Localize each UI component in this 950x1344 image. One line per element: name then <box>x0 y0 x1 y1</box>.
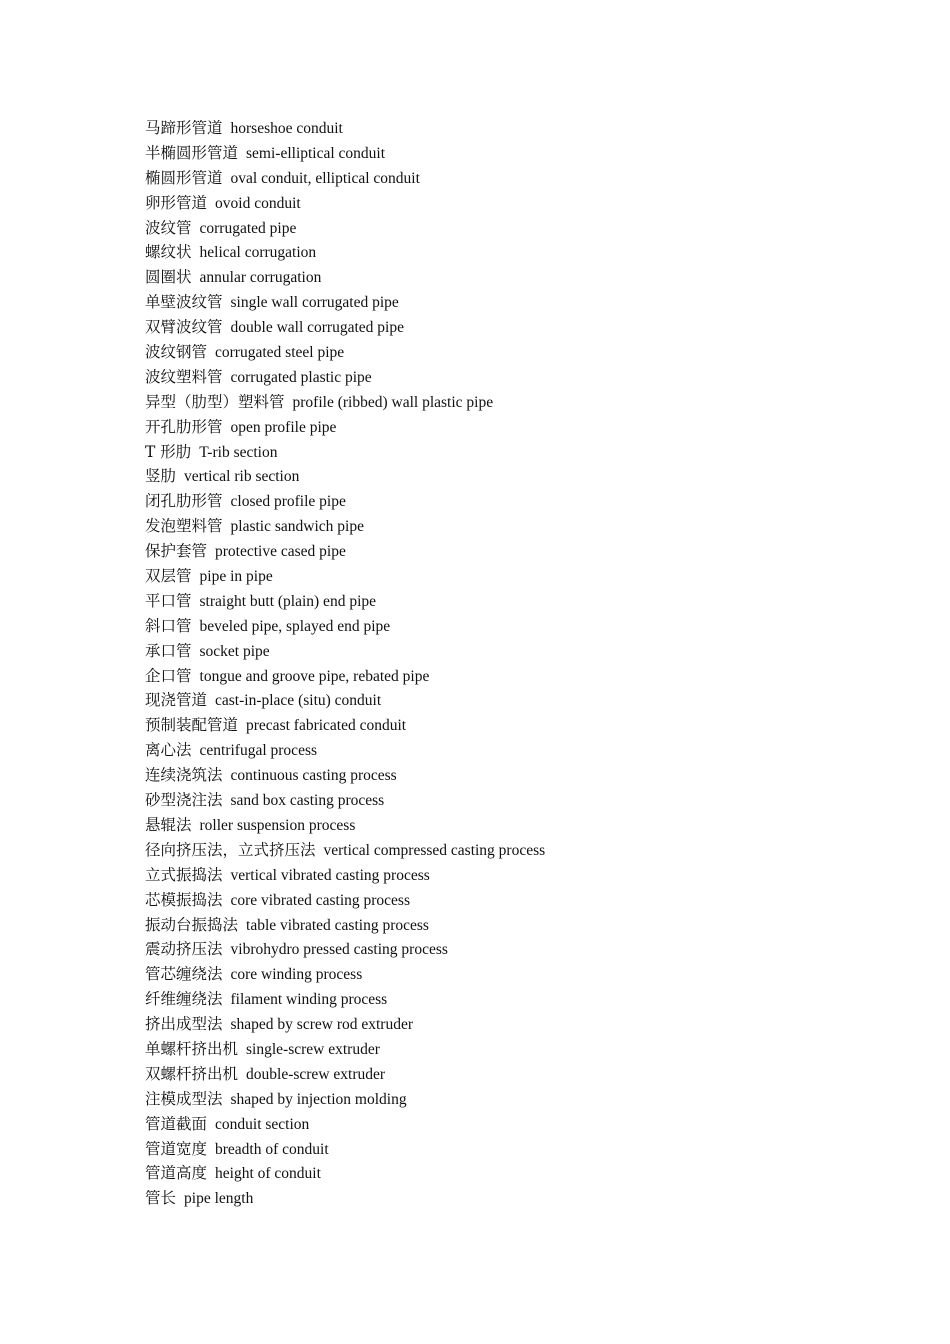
term-chinese: 离心法 <box>145 741 192 760</box>
term-english: protective cased pipe <box>215 543 346 561</box>
term-chinese: 双层管 <box>145 567 192 586</box>
glossary-entry <box>145 116 905 141</box>
term-english: beveled pipe, splayed end pipe <box>199 617 391 635</box>
term-chinese: 闭孔肋形管 <box>145 492 223 511</box>
glossary-entry <box>145 489 905 514</box>
glossary-entry <box>145 688 905 713</box>
term-english: shaped by injection molding <box>230 1090 407 1108</box>
term-english: cast-in-place (situ) conduit <box>215 692 382 710</box>
glossary-entry <box>145 191 905 216</box>
term-english: sand box casting process <box>230 792 385 810</box>
glossary-entry <box>145 390 905 415</box>
term-chinese: 挤出成型法 <box>145 1015 223 1034</box>
term-chinese: 注模成型法 <box>145 1089 223 1108</box>
term-chinese: 双臂波纹管 <box>145 318 223 337</box>
term-chinese: 半椭圆形管道 <box>145 143 239 162</box>
term-chinese: 管长 <box>145 1189 177 1208</box>
term-chinese: 保护套管 <box>145 542 208 561</box>
glossary-entry <box>145 589 905 614</box>
glossary-entry <box>145 216 905 241</box>
term-english: open profile pipe <box>230 418 337 436</box>
term-english: double-screw extruder <box>246 1065 386 1083</box>
term-chinese: 震动挤压法 <box>145 940 223 959</box>
glossary-entry <box>145 415 905 440</box>
glossary-entry <box>145 913 905 938</box>
glossary-entry <box>145 937 905 962</box>
glossary-entry <box>145 464 905 489</box>
glossary-entry <box>145 290 905 315</box>
term-english: vertical vibrated casting process <box>230 866 430 884</box>
term-chinese: 竖肋 <box>145 467 177 486</box>
term-english: horseshoe conduit <box>230 120 343 137</box>
glossary-entry <box>145 564 905 589</box>
term-chinese: 立式振捣法 <box>145 865 223 884</box>
glossary-entry <box>145 987 905 1012</box>
term-english: ovoid conduit <box>215 194 301 212</box>
term-chinese: 马蹄形管道 <box>145 119 223 137</box>
glossary-entry <box>145 1112 905 1137</box>
term-chinese: 异型（肋型）塑料管 <box>145 392 285 411</box>
glossary-entry <box>145 863 905 888</box>
term-chinese: 管道宽度 <box>145 1139 208 1158</box>
glossary-entry <box>145 1186 905 1211</box>
term-english: corrugated steel pipe <box>215 344 345 362</box>
term-chinese: 波纹塑料管 <box>145 367 223 386</box>
term-chinese: 斜口管 <box>145 616 192 635</box>
term-chinese: 纤维缠绕法 <box>145 990 223 1009</box>
term-chinese: 预制装配管道 <box>145 716 239 735</box>
term-english: socket pipe <box>199 642 270 660</box>
term-english: T-rib section <box>199 443 278 461</box>
glossary-entry <box>145 738 905 763</box>
term-english: pipe in pipe <box>199 568 273 586</box>
glossary-entry <box>145 1161 905 1186</box>
glossary-entry <box>145 962 905 987</box>
term-english: straight butt (plain) end pipe <box>199 592 377 610</box>
term-english: corrugated plastic pipe <box>230 368 372 386</box>
term-english: core winding process <box>230 966 363 984</box>
term-english: vertical rib section <box>184 468 300 486</box>
term-chinese: T 形肋 <box>145 442 192 461</box>
term-english: semi-elliptical conduit <box>246 144 386 162</box>
term-english: centrifugal process <box>199 742 318 760</box>
term-chinese: 径向挤压法，立式挤压法 <box>145 840 316 859</box>
term-chinese: 振动台振捣法 <box>145 915 239 934</box>
term-chinese: 管芯缠绕法 <box>145 965 223 984</box>
term-chinese: 双螺杆挤出机 <box>145 1064 239 1083</box>
term-chinese: 波纹管 <box>145 218 192 237</box>
term-english: table vibrated casting process <box>246 916 429 934</box>
term-english: pipe length <box>184 1190 254 1208</box>
term-chinese: 螺纹状 <box>145 243 192 262</box>
term-english: vibrohydro pressed casting process <box>230 941 448 959</box>
term-english: filament winding process <box>230 991 388 1009</box>
glossary-entry <box>145 539 905 564</box>
glossary-entry <box>145 639 905 664</box>
term-english: corrugated pipe <box>199 219 297 237</box>
glossary-entry <box>145 1137 905 1162</box>
term-chinese: 单螺杆挤出机 <box>145 1039 239 1058</box>
term-english: double wall corrugated pipe <box>230 319 404 337</box>
term-english: height of conduit <box>215 1165 321 1183</box>
term-chinese: 芯模振捣法 <box>145 890 223 909</box>
term-english: profile (ribbed) wall plastic pipe <box>292 393 494 411</box>
term-chinese: 圆圈状 <box>145 268 192 287</box>
term-english: roller suspension process <box>199 816 356 834</box>
glossary-entry <box>145 1037 905 1062</box>
term-chinese: 开孔肋形管 <box>145 417 223 436</box>
glossary-entry <box>145 1062 905 1087</box>
glossary-entry <box>145 664 905 689</box>
term-chinese: 连续浇筑法 <box>145 766 223 785</box>
glossary-entry <box>145 315 905 340</box>
term-english: shaped by screw rod extruder <box>230 1016 414 1034</box>
glossary-entry <box>145 1087 905 1112</box>
term-english: closed profile pipe <box>230 493 346 511</box>
term-chinese: 管道高度 <box>145 1164 208 1183</box>
glossary-entry <box>145 614 905 639</box>
glossary-entry <box>145 788 905 813</box>
glossary-entry <box>145 888 905 913</box>
term-chinese: 现浇管道 <box>145 691 208 710</box>
term-chinese: 砂型浇注法 <box>145 791 223 810</box>
term-english: core vibrated casting process <box>230 891 410 909</box>
glossary-entry <box>145 514 905 539</box>
term-chinese: 椭圆形管道 <box>145 168 223 187</box>
term-english: precast fabricated conduit <box>246 717 407 735</box>
glossary-entry <box>145 763 905 788</box>
glossary-entry <box>145 440 905 465</box>
term-chinese: 企口管 <box>145 666 192 685</box>
term-chinese: 悬辊法 <box>145 815 192 834</box>
term-chinese: 承口管 <box>145 641 192 660</box>
term-english: tongue and groove pipe, rebated pipe <box>199 667 430 685</box>
glossary-entry <box>145 713 905 738</box>
term-chinese: 单壁波纹管 <box>145 293 223 312</box>
term-chinese: 平口管 <box>145 591 192 610</box>
term-english: plastic sandwich pipe <box>230 518 364 536</box>
term-english: oval conduit, elliptical conduit <box>230 169 420 187</box>
term-english: breadth of conduit <box>215 1140 329 1158</box>
glossary-entry <box>145 141 905 166</box>
glossary-entry <box>145 838 905 863</box>
glossary-entry <box>145 340 905 365</box>
glossary-entry <box>145 813 905 838</box>
term-english: vertical compressed casting process <box>323 841 546 859</box>
glossary-entry <box>145 240 905 265</box>
term-english: single-screw extruder <box>246 1040 380 1058</box>
glossary-entry <box>145 365 905 390</box>
term-english: continuous casting process <box>230 767 397 785</box>
term-english: single wall corrugated pipe <box>230 294 399 312</box>
glossary-entry <box>145 265 905 290</box>
term-english: conduit section <box>215 1115 310 1133</box>
term-chinese: 卵形管道 <box>145 193 208 212</box>
term-english: helical corrugation <box>199 244 317 262</box>
glossary-entry <box>145 1012 905 1037</box>
glossary-list <box>145 116 905 1211</box>
term-chinese: 波纹钢管 <box>145 343 208 362</box>
term-chinese: 发泡塑料管 <box>145 517 223 536</box>
glossary-entry <box>145 166 905 191</box>
term-english: annular corrugation <box>199 269 322 287</box>
term-chinese: 管道截面 <box>145 1114 208 1133</box>
